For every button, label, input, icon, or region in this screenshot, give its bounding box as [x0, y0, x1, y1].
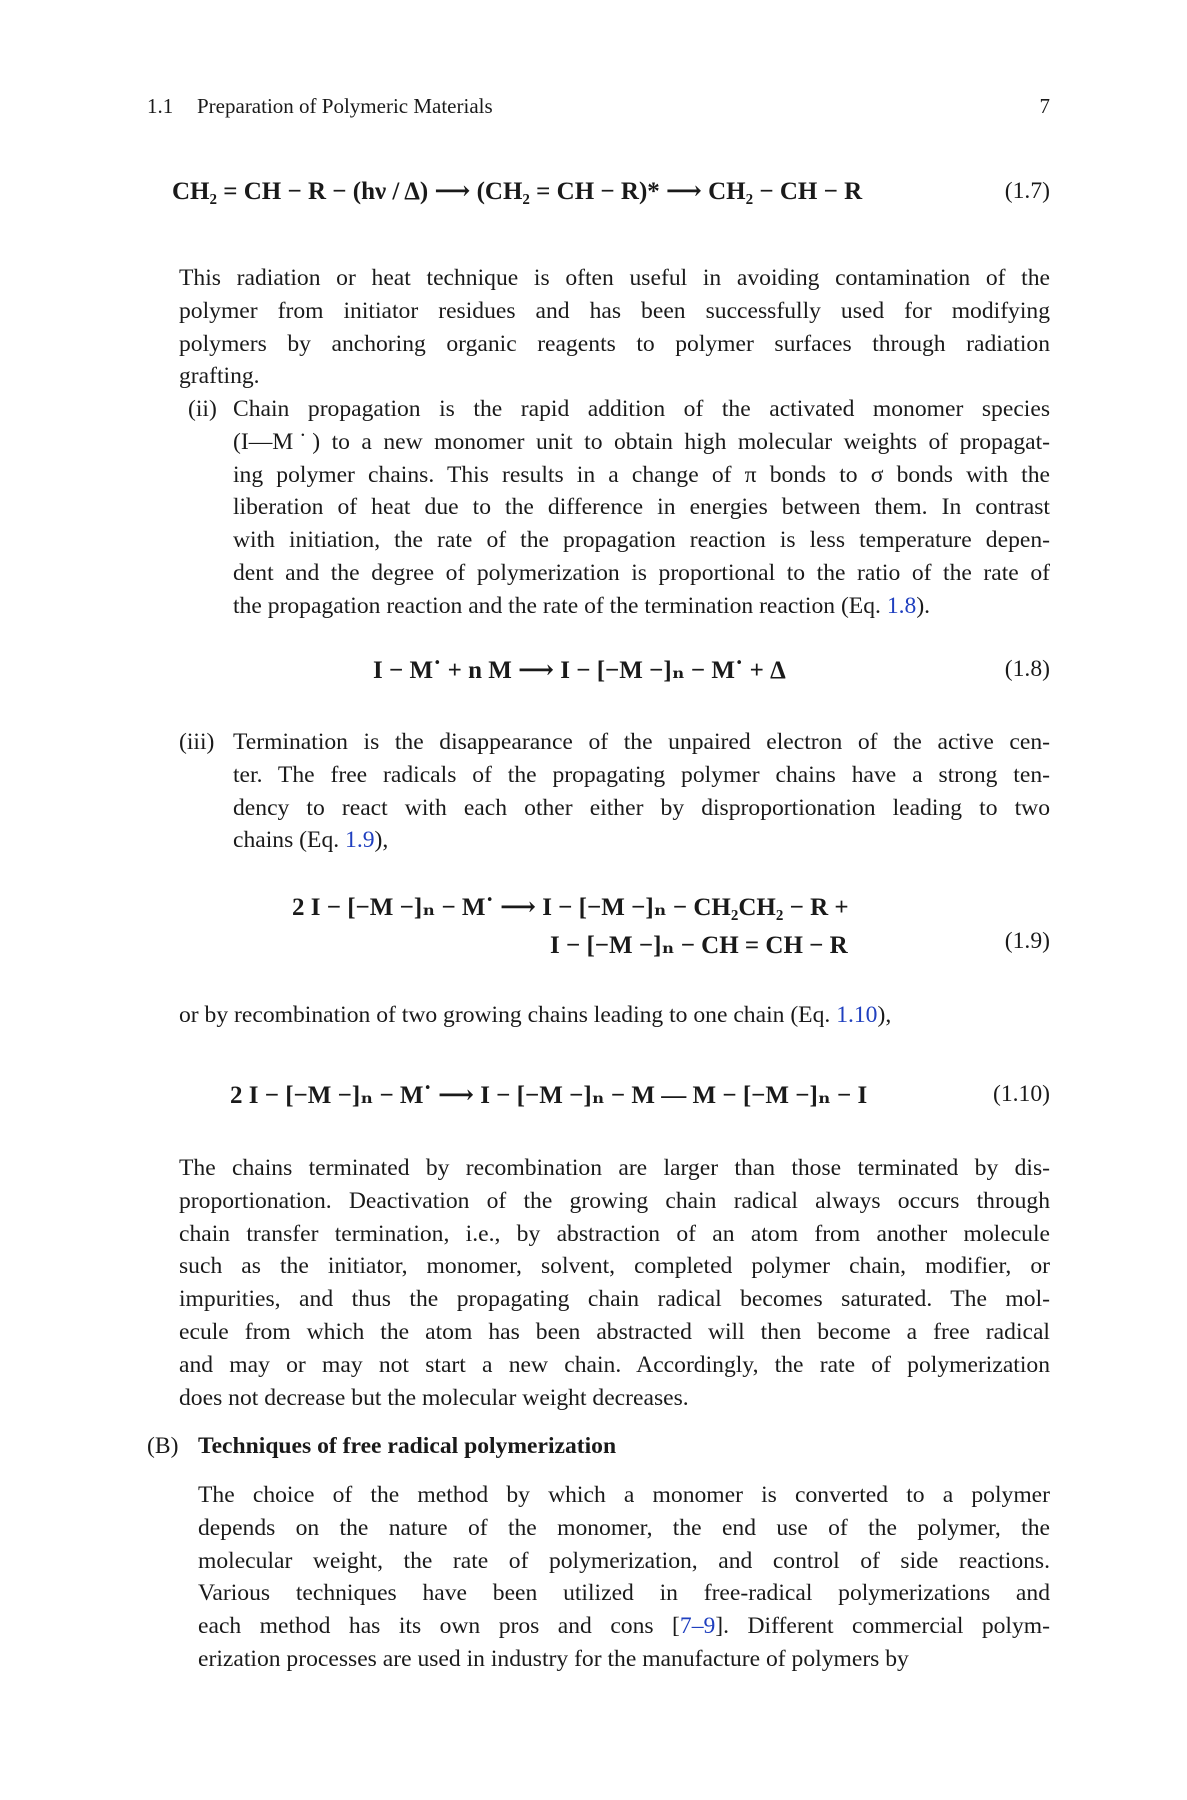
text-line — [233, 824, 1050, 857]
text-line: proportionation. Deactivation of the growing chain radical always occurs through — [179, 1187, 1050, 1214]
text-line: grafting. — [179, 363, 260, 390]
text-segment: ). — [916, 592, 931, 619]
text-line: The chains terminated by recombination are larger than those terminated by dis- — [179, 1155, 1050, 1181]
text-line — [198, 1610, 1050, 1643]
text-line: The choice of the method by which a monomer is converted to a polymer — [198, 1482, 1050, 1508]
text-line: dency to react with each other either by disproportionation leading to two — [233, 794, 1050, 821]
text-line: dent and the degree of polymerization is proportional to the ratio of the rate of — [233, 559, 1050, 586]
equation-1-8: I − M˙ + n M ⟶ I − [−M −]ₙ − M˙ + Δ — [373, 657, 786, 684]
text-line: liberation of heat due to the difference in energies between them. In contrast — [233, 494, 1050, 521]
paragraph-termination — [233, 726, 1050, 857]
paragraph-recombination — [179, 999, 1050, 1032]
equation-number-1-10: (1.10) — [992, 1081, 1050, 1107]
text-line: polymer from initiator residues and has been successfully used for modifying — [179, 297, 1050, 324]
text-line: such as the initiator, monomer, solvent, completed polymer chain, modifier, or — [179, 1253, 1050, 1280]
text-line: Chain propagation is the rapid addition of the activated monomer species — [233, 396, 1050, 422]
text-line: depends on the nature of the monomer, the end use of the polymer, the — [198, 1514, 1050, 1541]
text-line: and may or may not start a new chain. Accordingly, the rate of polymerization — [179, 1351, 1050, 1378]
text-segment: or by recombination of two growing chains leading to one chain (Eq. — [179, 1002, 837, 1028]
text-line: does not decrease but the molecular weight decreases. — [179, 1384, 689, 1411]
section-heading-techniques: Techniques of free radical polymerization — [198, 1433, 617, 1459]
text-line: ecule from which the atom has been abstracted will then become a free radical — [179, 1318, 1050, 1345]
text-line — [233, 590, 1050, 623]
citation-link[interactable]: 1.8 — [886, 592, 917, 619]
equation-1-10: 2 I − [−M −]ₙ − M˙ ⟶ I − [−M −]ₙ − M — M − [−M −]ₙ − I — [230, 1082, 868, 1109]
text-segment: ), — [374, 827, 389, 854]
text-line: Various techniques have been utilized in free-radical polymerizations and — [198, 1580, 1050, 1607]
text-line: ter. The free radicals of the propagating polymer chains have a strong ten- — [233, 761, 1050, 788]
text-line: ing polymer chains. This results in a change of π bonds to σ bonds with the — [233, 461, 1050, 488]
text-line: polymers by anchoring organic reagents to polymer surfaces through radiation — [179, 330, 1050, 357]
text-line: (I—M˙) to a new monomer unit to obtain high molecular weights of propagat- — [233, 428, 1050, 455]
citation-link[interactable]: 1.9 — [345, 827, 375, 854]
paragraph-radiation — [179, 262, 1050, 393]
citation-link[interactable]: 7–9 — [679, 1613, 716, 1640]
text-segment: chains (Eq. — [233, 827, 346, 854]
text-line: chain transfer termination, i.e., by abstraction of an atom from another molecule — [179, 1220, 1050, 1247]
equation-number-1-7: (1.7) — [1004, 178, 1050, 204]
text-line — [179, 999, 1050, 1032]
text-segment: ]. Different commercial polym- — [715, 1613, 1050, 1640]
paragraph-techniques — [198, 1479, 1050, 1676]
section-label-b: (B) — [147, 1433, 179, 1459]
list-label-ii: (ii) — [188, 396, 217, 422]
equation-1-7: CH₂ = CH − R − (hν / Δ) ⟶ (CH₂ = CH − R)* ⟶ CH₂ − CH − R — [172, 178, 863, 205]
equation-1-9-line2: I − [−M −]ₙ − CH = CH − R — [550, 932, 848, 959]
citation-link[interactable]: 1.10 — [836, 1002, 878, 1028]
header-section-number: 1.1 — [147, 94, 174, 118]
text-line: impurities, and thus the propagating chain radical becomes saturated. The mol- — [179, 1286, 1050, 1313]
text-line: with initiation, the rate of the propagation reaction is less temperature depen- — [233, 527, 1050, 554]
equation-number-1-9: (1.9) — [1004, 928, 1050, 954]
text-segment: the propagation reaction and the rate of the termination reaction (Eq. — [233, 592, 887, 619]
equation-1-9-line1: 2 I − [−M −]ₙ − M˙ ⟶ I − [−M −]ₙ − CH₂CH₂ − R + — [292, 894, 849, 921]
text-line: This radiation or heat technique is often useful in avoiding contamination of the — [179, 265, 1050, 291]
text-line: erization processes are used in industry for the manufacture of polymers by — [198, 1645, 909, 1672]
text-line: molecular weight, the rate of polymerization, and control of side reactions. — [198, 1547, 1050, 1574]
paragraph-chain-transfer — [179, 1152, 1050, 1414]
paragraph-propagation — [233, 393, 1050, 623]
page-number: 7 — [1039, 94, 1050, 118]
text-line: Termination is the disappearance of the unpaired electron of the active cen- — [233, 729, 1050, 755]
list-label-iii: (iii) — [179, 729, 215, 755]
text-segment: each method has its own pros and cons [ — [198, 1613, 680, 1640]
equation-number-1-8: (1.8) — [1004, 656, 1050, 682]
header-section-title: Preparation of Polymeric Materials — [197, 94, 493, 118]
text-segment: ), — [877, 1002, 892, 1028]
